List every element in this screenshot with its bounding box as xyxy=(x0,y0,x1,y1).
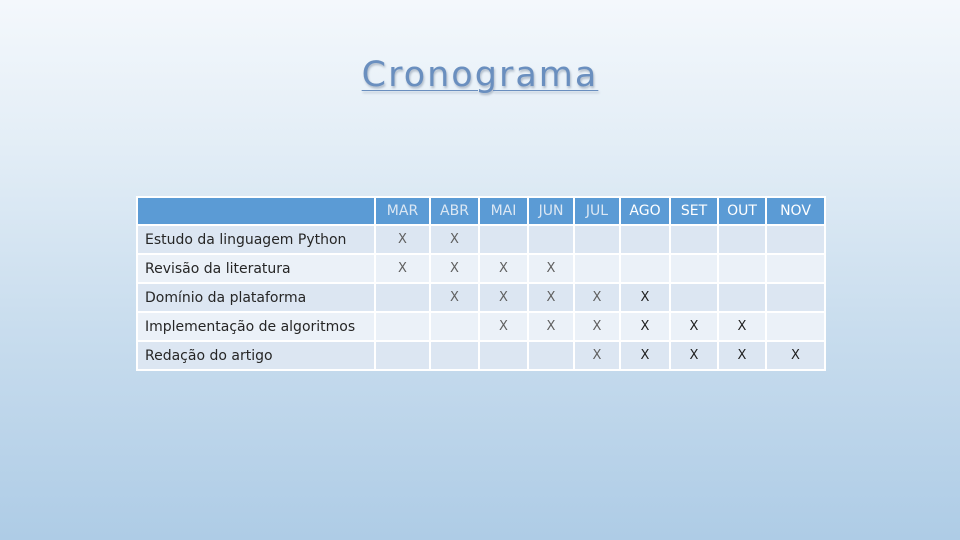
schedule-cell: X xyxy=(620,312,670,341)
page-title: Cronograma xyxy=(361,55,599,95)
schedule-cell xyxy=(718,254,766,283)
schedule-cell: X xyxy=(528,312,574,341)
schedule-cell xyxy=(766,225,825,254)
task-name: Estudo da linguagem Python xyxy=(137,225,375,254)
schedule-cell xyxy=(479,341,528,370)
header-month-abr: ABR xyxy=(430,197,479,225)
schedule-cell xyxy=(766,283,825,312)
schedule-cell: X xyxy=(766,341,825,370)
schedule-cell xyxy=(718,225,766,254)
schedule-cell: X xyxy=(718,312,766,341)
schedule-cell: X xyxy=(670,312,718,341)
schedule-cell xyxy=(670,225,718,254)
schedule-cell: X xyxy=(620,341,670,370)
schedule-cell: X xyxy=(430,283,479,312)
header-month-mar: MAR xyxy=(375,197,430,225)
schedule-cell xyxy=(430,341,479,370)
header-month-jun: JUN xyxy=(528,197,574,225)
schedule-cell: X xyxy=(718,341,766,370)
schedule-cell: X xyxy=(528,283,574,312)
task-row xyxy=(137,341,825,370)
schedule-cell: X xyxy=(375,254,430,283)
schedule-cell xyxy=(375,312,430,341)
header-month-out: OUT xyxy=(718,197,766,225)
schedule-cell: X xyxy=(574,341,620,370)
schedule-cell: X xyxy=(528,254,574,283)
schedule-cell: X xyxy=(479,312,528,341)
schedule-cell xyxy=(528,225,574,254)
task-name: Redação do artigo xyxy=(137,341,375,370)
schedule-cell xyxy=(766,312,825,341)
header-row xyxy=(137,197,825,225)
header-corner-cell xyxy=(137,197,375,225)
schedule-table xyxy=(136,196,826,371)
header-month-ago: AGO xyxy=(620,197,670,225)
schedule-cell xyxy=(670,254,718,283)
task-row xyxy=(137,312,825,341)
header-month-mai: MAI xyxy=(479,197,528,225)
schedule-cell: X xyxy=(430,254,479,283)
schedule-cell: X xyxy=(430,225,479,254)
schedule-cell: X xyxy=(574,312,620,341)
schedule-cell xyxy=(375,341,430,370)
schedule-cell xyxy=(574,254,620,283)
schedule-cell xyxy=(766,254,825,283)
schedule-cell xyxy=(430,312,479,341)
schedule-cell xyxy=(574,225,620,254)
schedule-cell: X xyxy=(620,283,670,312)
schedule-cell xyxy=(620,254,670,283)
header-month-nov: NOV xyxy=(766,197,825,225)
task-name: Revisão da literatura xyxy=(137,254,375,283)
schedule-cell: X xyxy=(479,254,528,283)
schedule-cell xyxy=(375,283,430,312)
schedule-cell xyxy=(528,341,574,370)
task-name: Implementação de algoritmos xyxy=(137,312,375,341)
schedule-cell xyxy=(670,283,718,312)
task-name: Domínio da plataforma xyxy=(137,283,375,312)
schedule-cell xyxy=(718,283,766,312)
task-row xyxy=(137,225,825,254)
schedule-cell: X xyxy=(479,283,528,312)
schedule-cell: X xyxy=(670,341,718,370)
schedule-cell: X xyxy=(375,225,430,254)
header-month-set: SET xyxy=(670,197,718,225)
task-row xyxy=(137,254,825,283)
schedule-cell: X xyxy=(574,283,620,312)
header-month-jul: JUL xyxy=(574,197,620,225)
task-row xyxy=(137,283,825,312)
schedule-cell xyxy=(620,225,670,254)
schedule-cell xyxy=(479,225,528,254)
